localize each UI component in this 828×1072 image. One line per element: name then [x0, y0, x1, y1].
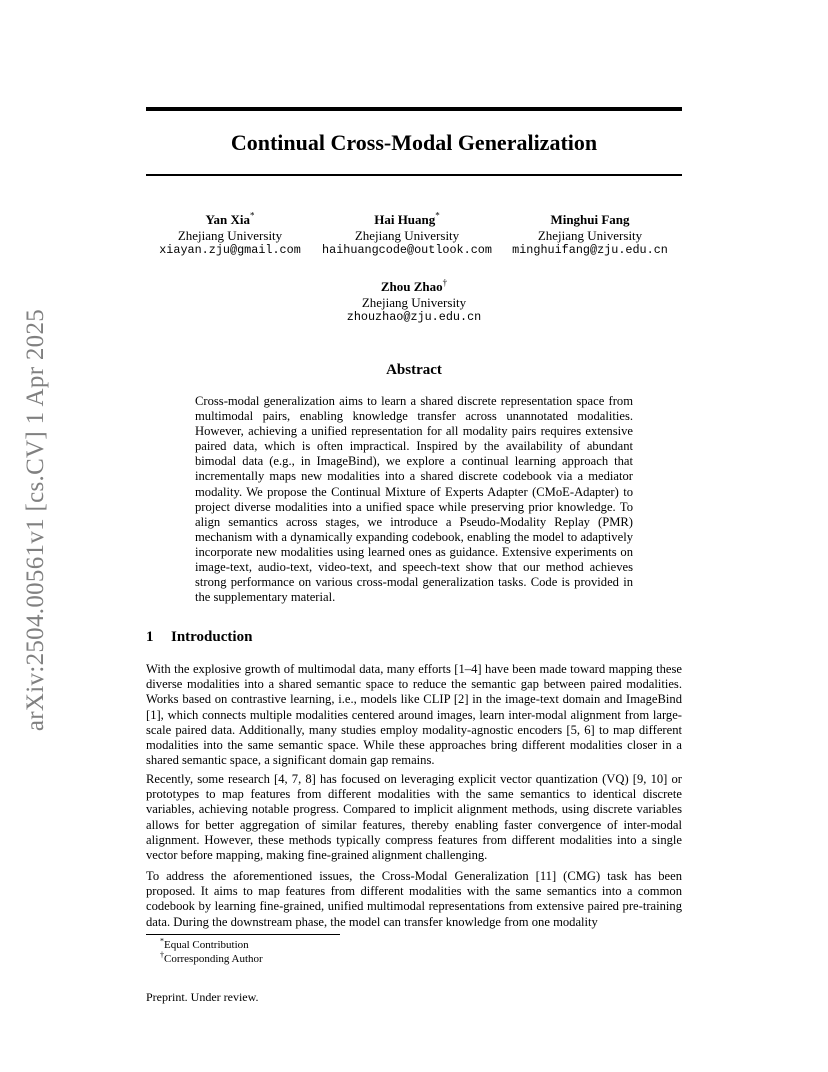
section-number: 1: [146, 629, 154, 645]
section-heading: [146, 629, 252, 646]
abstract-text: Cross-modal generalization aims to learn a shared discrete representation space from multimodal pairs, enabling knowledge transfer across unannotated modalities. However, achieving a unified representation for all modality pairs requires extensive paired data, which is often impractical. Inspired by the availability of abundant bimodal data (e.g., in ImageBind), we explore a continual learning approach that incrementally maps new modalities into a shared discrete codebook via a mediator modality. We propose the Continual Mixture of Experts Adapter (CMoE-Adapter) to project diverse modalities into a unified space while preserving prior knowledge. To align semantics across stages, we introduce a Pseudo-Modality Replay (PMR) mechanism with a dynamically expanding codebook, enabling the model to adaptively incorporate new modalities using learned ones as guidance. Extensive experiments on image-text, audio-text, video-text, and speech-text show that our method achieves strong performance on various cross-modal generalization tasks. Code is provided in the supplementary material.: [195, 394, 633, 605]
author-email: haihuangcode@outlook.com: [322, 243, 492, 257]
footnote-mark: †: [160, 950, 164, 960]
author-block: [506, 212, 674, 259]
body-paragraph: To address the aforementioned issues, the Cross-Modal Generalization [11] (CMG) task has been proposed. It aims to map features from different modalities with the same semantics into a common codebook by learning fine-grained, unified multimodal representations from extensive paired pre-training data. During the downstream phase, the model can transfer knowledge from one modality: [146, 869, 682, 929]
author-name: Minghui Fang: [550, 212, 630, 227]
author-email: minghuifang@zju.edu.cn: [512, 243, 668, 257]
footnote-text: Corresponding Author: [164, 953, 263, 965]
author-affiliation: Zhejiang University: [177, 227, 283, 243]
abstract-heading: Abstract: [386, 362, 442, 378]
footnote-text: Equal Contribution: [164, 939, 249, 951]
footnote-rule: [146, 934, 340, 935]
author-mark: *: [249, 210, 255, 221]
footnote-mark: *: [160, 936, 164, 946]
author-block: [334, 279, 494, 326]
paper-title: Continual Cross-Modal Generalization: [230, 130, 598, 155]
author-affiliation: Zhejiang University: [361, 294, 467, 310]
author-mark: †: [442, 277, 448, 288]
title-bottom-rule: [146, 174, 682, 176]
arxiv-identifier-stamp: arXiv:2504.00561v1 [cs.CV] 1 Apr 2025: [22, 308, 49, 732]
author-name: Hai Huang: [374, 212, 436, 227]
body-paragraph: Recently, some research [4, 7, 8] has focused on leveraging explicit vector quantization (VQ) [9, 10] or prototypes to map features from different modalities with the same semantics to identical discrete variables, achieving notable progress. Compared to implicit alignment methods, using discrete variables allows for better aggregation of similar features, thereby enabling faster convergence of inter-modal alignment. However, these methods typically compress features from different modalities into a single vector before mapping, making fine-grained alignment challenging.: [146, 772, 682, 863]
author-email: zhouzhao@zju.edu.cn: [346, 310, 482, 324]
author-block: [150, 212, 310, 259]
author-affiliation: Zhejiang University: [354, 227, 460, 243]
section-title: Introduction: [171, 629, 253, 645]
footnote: [160, 938, 249, 952]
author-name: Zhou Zhao: [380, 279, 443, 294]
title-top-rule: [146, 107, 682, 111]
preprint-note: Preprint. Under review.: [146, 990, 259, 1004]
author-block: [314, 212, 500, 259]
author-email: xiayan.zju@gmail.com: [159, 243, 301, 257]
body-paragraph: With the explosive growth of multimodal data, many efforts [1–4] have been made toward mapping these diverse modalities into a shared semantic space to reduce the semantic gap between paired modalities. Works based on contrastive learning, i.e., models like CLIP [2] in the image-text domain and ImageBind [1], which connects multiple modalities centered around images, learn inter-modal alignment from large-scale paired data. Additionally, many studies employ modality-agnostic encoders [5, 6] to map different modalities into the same semantic space. While these approaches bring different modalities closer in a shared semantic space, a significant domain gap remains.: [146, 662, 682, 768]
footnote: [160, 952, 263, 966]
author-mark: *: [435, 210, 440, 221]
author-affiliation: Zhejiang University: [537, 227, 643, 243]
author-name: Yan Xia: [205, 212, 250, 227]
